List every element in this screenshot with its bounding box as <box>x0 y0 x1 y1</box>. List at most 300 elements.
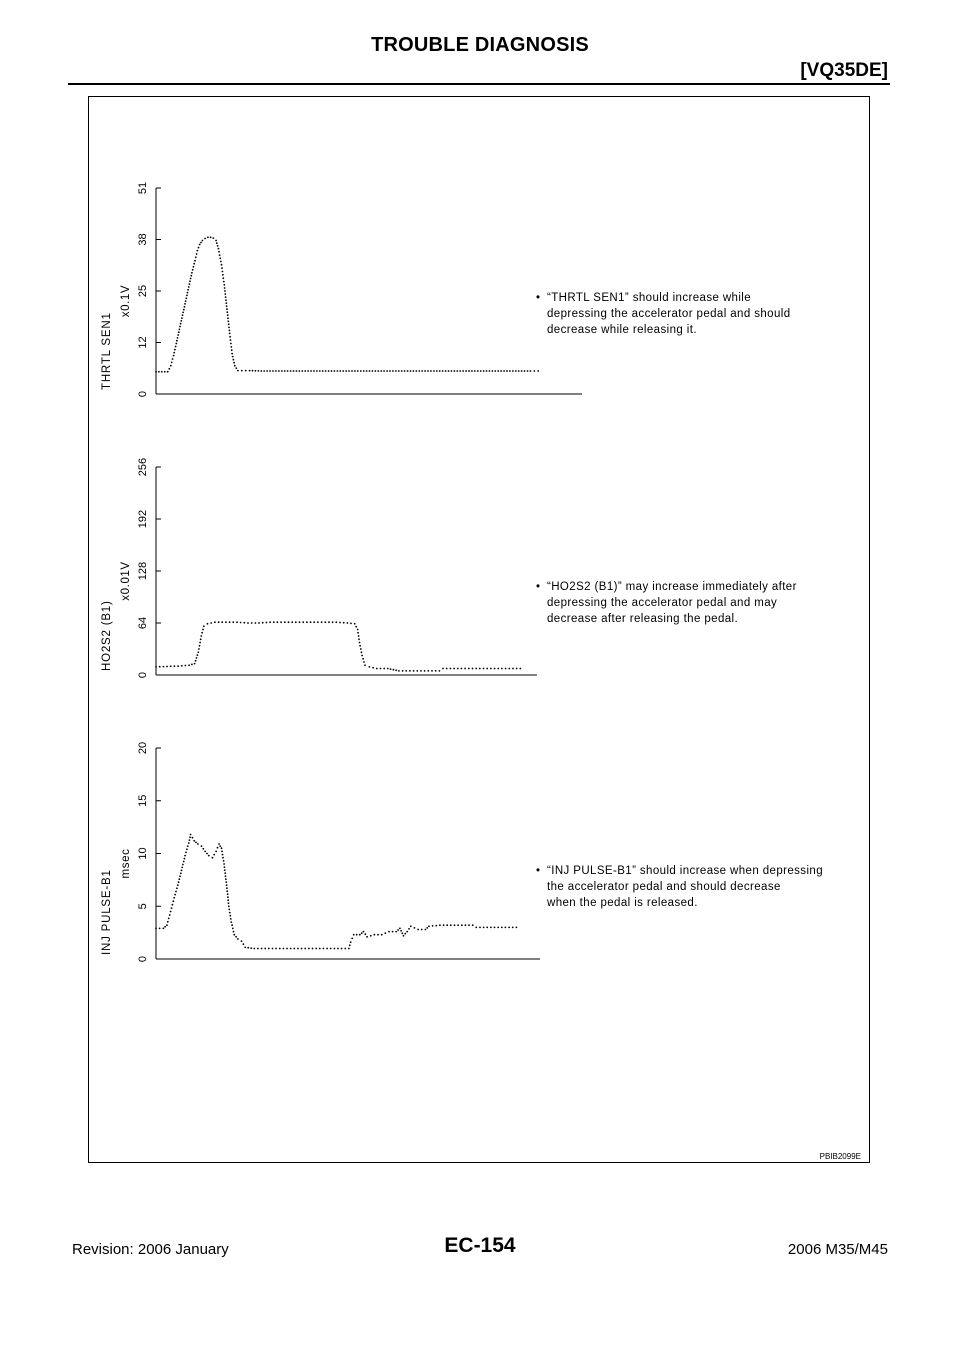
data-point <box>196 657 198 659</box>
note-bullet: • <box>536 581 541 593</box>
data-point <box>183 309 185 311</box>
data-point <box>319 370 321 372</box>
data-point <box>342 370 344 372</box>
data-point <box>194 260 196 262</box>
data-point <box>307 370 309 372</box>
y-tick-label: 128 <box>137 561 149 581</box>
data-point <box>388 931 390 933</box>
data-point <box>433 370 435 372</box>
data-point <box>321 621 323 623</box>
data-point <box>413 670 415 672</box>
data-point <box>221 847 223 849</box>
y-tick-label: 5 <box>137 903 149 910</box>
data-point <box>193 263 195 265</box>
data-point <box>224 872 226 874</box>
data-point <box>344 948 346 950</box>
data-point <box>190 278 192 280</box>
data-point <box>363 370 365 372</box>
data-point <box>179 329 181 331</box>
data-point <box>178 881 180 883</box>
data-point <box>218 843 220 845</box>
data-point <box>203 625 205 627</box>
data-point <box>316 370 318 372</box>
data-point <box>328 370 330 372</box>
data-point <box>533 370 535 372</box>
data-point <box>353 934 355 936</box>
data-point <box>226 311 228 313</box>
data-point <box>347 622 349 624</box>
data-point <box>330 948 332 950</box>
data-point <box>293 948 295 950</box>
note-line: depressing the accelerator pedal and should <box>547 308 791 320</box>
data-point <box>354 623 356 625</box>
data-point <box>225 302 227 304</box>
data-point <box>182 864 184 866</box>
data-point <box>312 948 314 950</box>
data-point <box>512 927 514 929</box>
data-point <box>358 635 360 637</box>
y-tick-label: 64 <box>137 616 149 630</box>
data-point <box>221 264 223 266</box>
data-point <box>351 938 353 940</box>
data-point <box>196 253 198 255</box>
data-point <box>480 370 482 372</box>
data-point <box>405 670 407 672</box>
y-tick-label: 0 <box>137 390 149 398</box>
data-point <box>179 326 181 328</box>
note-line: depressing the accelerator pedal and may <box>547 597 778 609</box>
data-point <box>351 370 353 372</box>
data-point <box>395 931 397 933</box>
data-point <box>435 925 437 927</box>
data-point <box>339 622 341 624</box>
data-point <box>220 261 222 263</box>
data-point <box>167 371 169 373</box>
data-point <box>251 622 253 624</box>
data-point <box>190 834 192 836</box>
data-point <box>217 245 219 247</box>
note-inj-pulse <box>536 863 823 911</box>
data-point <box>231 353 233 355</box>
data-point <box>459 370 461 372</box>
data-point <box>477 370 479 372</box>
data-point <box>266 370 268 372</box>
data-point <box>176 887 178 889</box>
data-point <box>450 924 452 926</box>
data-point <box>173 352 175 354</box>
data-point <box>380 668 382 670</box>
data-point <box>494 370 496 372</box>
data-point <box>291 621 293 623</box>
data-point <box>304 948 306 950</box>
note-ho2s2 <box>536 579 797 627</box>
data-point <box>243 622 245 624</box>
data-point <box>168 918 170 920</box>
data-point <box>323 948 325 950</box>
data-point <box>325 370 327 372</box>
data-point <box>228 905 230 907</box>
data-point <box>223 863 225 865</box>
data-point <box>174 665 176 667</box>
data-point <box>302 621 304 623</box>
data-point <box>377 370 379 372</box>
data-point <box>483 668 485 670</box>
data-point <box>474 370 476 372</box>
data-point <box>241 940 243 942</box>
data-point <box>454 924 456 926</box>
data-point <box>257 948 259 950</box>
y-tick-label: 10 <box>137 847 149 860</box>
data-point <box>416 670 418 672</box>
data-point <box>191 664 193 666</box>
data-point <box>170 665 172 667</box>
data-point <box>177 334 179 336</box>
data-point <box>170 911 172 913</box>
data-point <box>175 346 177 348</box>
data-point <box>503 370 505 372</box>
note-line: “INJ PULSE-B1” should increase when depressing <box>547 865 823 877</box>
data-point <box>226 308 228 310</box>
data-point <box>512 668 514 670</box>
data-point <box>198 247 200 249</box>
data-point <box>322 370 324 372</box>
data-point <box>173 897 175 899</box>
data-point <box>204 238 206 240</box>
data-point <box>461 924 463 926</box>
data-point <box>286 948 288 950</box>
data-point <box>428 925 430 927</box>
data-point <box>392 370 394 372</box>
data-point <box>179 875 181 877</box>
data-point <box>465 370 467 372</box>
data-point <box>446 924 448 926</box>
data-point <box>215 240 217 242</box>
data-point <box>350 623 352 625</box>
data-point <box>189 280 191 282</box>
data-point <box>166 924 168 926</box>
data-point <box>439 924 441 926</box>
data-point <box>442 668 444 670</box>
data-point <box>231 349 233 351</box>
data-point <box>443 924 445 926</box>
data-point <box>226 305 228 307</box>
data-point <box>186 295 188 297</box>
data-point <box>235 367 237 369</box>
data-point <box>284 370 286 372</box>
data-point <box>233 934 235 936</box>
data-point <box>358 638 360 640</box>
data-point <box>243 943 245 945</box>
data-point <box>159 666 161 668</box>
data-point <box>217 847 219 849</box>
unit-label: msec <box>120 848 132 879</box>
data-point <box>524 370 526 372</box>
data-point <box>386 370 388 372</box>
data-point <box>188 286 190 288</box>
data-point <box>237 370 239 372</box>
data-point <box>489 370 491 372</box>
data-point <box>229 915 231 917</box>
data-point <box>461 668 463 670</box>
data-point <box>505 927 507 929</box>
data-point <box>290 948 292 950</box>
data-point <box>357 632 359 634</box>
y-tick-label: 12 <box>137 336 149 349</box>
data-point <box>413 370 415 372</box>
data-point <box>280 621 282 623</box>
data-point <box>462 370 464 372</box>
data-point <box>208 855 210 857</box>
data-point <box>479 668 481 670</box>
data-point <box>169 914 171 916</box>
data-point <box>196 250 198 252</box>
data-point <box>334 370 336 372</box>
note-line: “THRTL SEN1” should increase while <box>547 292 752 304</box>
data-point <box>192 837 194 839</box>
data-point <box>505 668 507 670</box>
data-point <box>304 370 306 372</box>
data-point <box>468 370 470 372</box>
data-point <box>227 896 229 898</box>
data-point <box>222 857 224 859</box>
data-point <box>472 924 474 926</box>
data-point <box>185 297 187 299</box>
data-point <box>230 343 232 345</box>
data-point <box>262 622 264 624</box>
data-point <box>191 272 193 274</box>
data-point <box>171 362 173 364</box>
data-point <box>490 668 492 670</box>
data-point <box>407 370 409 372</box>
data-point <box>399 928 401 930</box>
data-point <box>313 370 315 372</box>
data-point <box>188 842 190 844</box>
data-point <box>521 370 523 372</box>
data-point <box>424 670 426 672</box>
data-point <box>486 370 488 372</box>
data-point <box>163 666 165 668</box>
data-point <box>225 299 227 301</box>
data-point <box>235 936 237 938</box>
data-point <box>363 931 365 933</box>
data-point <box>172 904 174 906</box>
data-point <box>225 296 227 298</box>
data-point <box>268 948 270 950</box>
data-point <box>200 635 202 637</box>
data-point <box>197 843 199 845</box>
data-point <box>425 929 427 931</box>
data-point <box>184 303 186 305</box>
data-point <box>159 928 161 930</box>
data-point <box>155 666 157 668</box>
data-point <box>404 933 406 935</box>
data-point <box>178 878 180 880</box>
data-point <box>435 670 437 672</box>
data-point <box>506 370 508 372</box>
data-point <box>457 668 459 670</box>
data-point <box>269 370 271 372</box>
data-point <box>348 370 350 372</box>
data-point <box>359 645 361 647</box>
note-bullet: • <box>536 292 541 304</box>
data-point <box>497 927 499 929</box>
data-point <box>199 244 201 246</box>
data-point <box>486 668 488 670</box>
data-point <box>450 668 452 670</box>
data-point <box>223 860 225 862</box>
data-point <box>500 370 502 372</box>
data-point <box>442 370 444 372</box>
data-point <box>403 935 405 937</box>
data-point <box>221 267 223 269</box>
data-point <box>527 370 529 372</box>
data-point <box>398 670 400 672</box>
data-point <box>261 948 263 950</box>
data-point <box>361 651 363 653</box>
data-point <box>168 368 170 370</box>
data-point <box>241 370 243 372</box>
data-point <box>229 333 231 335</box>
data-point <box>229 621 231 623</box>
data-point <box>317 621 319 623</box>
data-point <box>233 359 235 361</box>
note-bullet: • <box>536 865 541 877</box>
data-point <box>375 370 377 372</box>
data-point <box>228 327 230 329</box>
data-point <box>297 948 299 950</box>
data-point <box>468 668 470 670</box>
data-point <box>222 271 224 273</box>
data-point <box>225 881 227 883</box>
data-point <box>361 932 363 934</box>
data-point <box>366 370 368 372</box>
data-point <box>288 621 290 623</box>
data-point <box>225 875 227 877</box>
data-point <box>175 891 177 893</box>
data-point <box>230 921 232 923</box>
data-point <box>418 370 420 372</box>
data-point <box>343 622 345 624</box>
data-point <box>197 651 199 653</box>
data-point <box>249 370 251 372</box>
data-point <box>255 622 257 624</box>
data-point <box>258 370 260 372</box>
data-point <box>359 642 361 644</box>
data-point <box>409 670 411 672</box>
data-point <box>237 938 239 940</box>
data-point <box>313 621 315 623</box>
data-point <box>218 251 220 253</box>
data-point <box>166 666 168 668</box>
data-point <box>494 927 496 929</box>
data-point <box>454 370 456 372</box>
data-point <box>198 648 200 650</box>
data-point <box>436 370 438 372</box>
data-point <box>426 927 428 929</box>
data-point <box>172 358 174 360</box>
data-point <box>453 668 455 670</box>
data-point <box>164 926 166 928</box>
data-point <box>515 370 517 372</box>
data-point <box>188 664 190 666</box>
unit-label: x0.1V <box>120 284 132 318</box>
data-point <box>232 928 234 930</box>
data-point <box>185 852 187 854</box>
data-point <box>219 257 221 259</box>
data-point <box>287 370 289 372</box>
data-point <box>401 932 403 934</box>
data-point <box>431 670 433 672</box>
data-point <box>228 902 230 904</box>
data-point <box>448 370 450 372</box>
data-point <box>331 370 333 372</box>
data-point <box>204 851 206 853</box>
data-point <box>273 621 275 623</box>
data-point <box>222 854 224 856</box>
data-point <box>369 370 371 372</box>
data-point <box>366 936 368 938</box>
data-point <box>229 330 231 332</box>
y-tick-label: 51 <box>137 181 149 195</box>
data-point <box>234 365 236 367</box>
data-point <box>334 948 336 950</box>
data-point <box>187 845 189 847</box>
data-point <box>381 934 383 936</box>
data-point <box>401 370 403 372</box>
data-point <box>349 944 351 946</box>
data-point <box>374 934 376 936</box>
data-point <box>341 948 343 950</box>
data-point <box>272 948 274 950</box>
data-point <box>183 861 185 863</box>
data-point <box>171 907 173 909</box>
data-point <box>509 370 511 372</box>
data-point <box>174 894 176 896</box>
data-point <box>360 370 362 372</box>
data-point <box>255 370 257 372</box>
data-point <box>215 851 217 853</box>
data-point <box>310 370 312 372</box>
data-point <box>369 666 371 668</box>
data-point <box>187 292 189 294</box>
data-point <box>213 854 215 856</box>
data-point <box>200 242 202 244</box>
data-point <box>356 934 358 936</box>
data-point <box>224 293 226 295</box>
data-point <box>227 899 229 901</box>
data-point <box>483 927 485 929</box>
data-point <box>206 853 208 855</box>
data-point <box>315 948 317 950</box>
data-point <box>229 336 231 338</box>
data-point <box>306 621 308 623</box>
data-point <box>180 323 182 325</box>
data-point <box>468 924 470 926</box>
data-point <box>471 370 473 372</box>
data-point <box>427 670 429 672</box>
data-point <box>501 927 503 929</box>
data-point <box>295 621 297 623</box>
data-point <box>207 236 209 238</box>
data-point <box>383 370 385 372</box>
data-point <box>395 669 397 671</box>
data-point <box>162 928 164 930</box>
note-line: when the pedal is released. <box>547 897 698 909</box>
data-point <box>263 370 265 372</box>
data-point <box>167 921 169 923</box>
data-point <box>233 362 235 364</box>
data-point <box>456 370 458 372</box>
